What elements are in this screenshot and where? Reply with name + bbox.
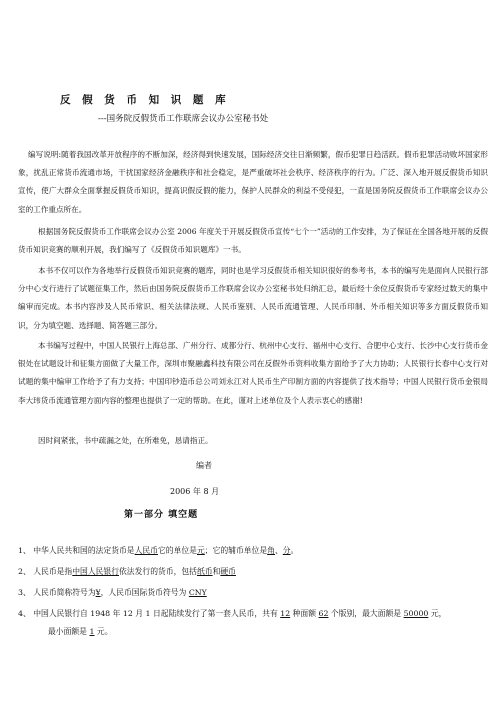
question-4-continued bbox=[48, 623, 500, 641]
answer: 中国人民银行 bbox=[72, 567, 120, 576]
question-text: 最小面额是 bbox=[48, 627, 90, 636]
question-text: 、 bbox=[274, 546, 283, 555]
question-1 bbox=[18, 542, 488, 560]
question-text: 个版别，最大面额是 bbox=[328, 609, 404, 618]
answer: 62 bbox=[318, 609, 329, 618]
question-text: 。 bbox=[290, 546, 299, 555]
answer: 1 bbox=[89, 627, 95, 636]
question-text: 1、 中华人民共和国的法定货币是 bbox=[18, 546, 135, 555]
question-text: 它的单位是 bbox=[158, 546, 197, 555]
question-text: ，人民币国际货币符号为 bbox=[100, 588, 189, 597]
answer: 纸币 bbox=[196, 567, 213, 576]
preface-paragraph-3: 本书不仅可以作为各地举行反假货币知识竞赛的题库，同时也是学习反假货币相关知识很好的参考书，本书的编写先是面向人民银行部分中心支行进行了试题征集工作，然后由国务院反假货币工作联席会议办公室秘书处归纳汇总，最后经十余位反假货币专家经过数天的集中编审而完成。本书内容涉及人民币常识、相关法律法规、人民币鉴别、人民币流通管理、人民币印制、外币相关知识等多方面反假货币知识，分为填空题、选择题、简答题三部分。 bbox=[18, 266, 488, 330]
question-text: 和 bbox=[212, 567, 221, 576]
question-text: 3、 人民币简称符号为 bbox=[18, 588, 96, 597]
date-line: 2006 年 8 月 bbox=[170, 487, 220, 496]
question-text: 种面额 bbox=[290, 609, 319, 618]
preface-paragraph-5: 因时间紧张，书中疏漏之处，在所难免，恳请指正。 bbox=[38, 436, 213, 445]
answer: 50000 bbox=[403, 609, 429, 618]
question-text: 元。 bbox=[94, 627, 113, 636]
question-text: 元， bbox=[428, 609, 447, 618]
answer: 元 bbox=[196, 546, 205, 555]
answer: 人民币 bbox=[134, 546, 158, 555]
preface-paragraph-2: 根据国务院反假货币工作联席会议办公室 2006 年度关于开展反假货币宣传“七个一”活动的工作安排，为了保证在全国各地开展的反假货币知识竞赛的顺利开展，我们编写了《反假货币知识题库》一书。 bbox=[18, 227, 488, 255]
answer: 角 bbox=[267, 546, 275, 555]
preface-paragraph-1: 编写说明:随着我国改革开放程序的不断加深，经济得到快速发展，国际经济交往日渐频繁，假币犯罪日趋活跃。假币犯罪活动败坏国家形象，扰乱正常货币流通市场，干扰国家经济金融秩序和社会稳定，是严重破坏社会秩序、经济秩序的行为。广泛、深入地开展反假货币知识宣传，使广大群众全面掌握反假货币知识，提高识假反假的能力，保护人民群众的利益不受侵犯，一直是国务院反假货币工作联席会议办公室的工作重点所在。 bbox=[18, 150, 488, 214]
question-4 bbox=[18, 605, 488, 623]
answer: CNY bbox=[188, 588, 207, 597]
signature: 编者 bbox=[196, 461, 212, 470]
answer: 12 bbox=[280, 609, 291, 618]
question-text: 4、 中国人民银行自 1948 年 12 月 1 日起陆续发行了第一套人民币，共有 bbox=[18, 609, 281, 618]
answer: 分 bbox=[282, 546, 291, 555]
section-title: 第一部分 填空题 bbox=[124, 510, 199, 520]
answer: ¥ bbox=[95, 588, 101, 597]
document-subtitle: ---国务院反假货币工作联席会议办公室秘书处 bbox=[98, 114, 269, 124]
answer: 硬币 bbox=[220, 567, 236, 576]
preface-paragraph-4: 本书编写过程中，中国人民银行上海总部、广州分行、成都分行、杭州中心支行、福州中心支行、合肥中心支行、长沙中心支行货币金银处在试题设计和征集方面做了大量工作，深圳市聚融鑫科技有限公司在反假外币资料收集方面给予了大力协助；人民银行长春中心支行对试题的集中编审工作给予了有力支持；中国印钞造币总公司刘永江对人民币生产印制方面的内容提供了技术指导；中国人民银行货币金银局李大玮货币流通管理方面内容的整理也提供了一定的帮助。在此，谨对上述单位及个人表示衷心的感谢! bbox=[18, 341, 488, 405]
question-text: 2、 人民币是指 bbox=[18, 567, 73, 576]
question-text: 依法发行的货币，包括 bbox=[119, 567, 197, 576]
document-title: 反 假 货 币 知 识 题 库 bbox=[60, 94, 230, 106]
question-2 bbox=[18, 563, 488, 581]
question-text: ；它的辅币单位是 bbox=[204, 546, 268, 555]
question-3 bbox=[18, 584, 488, 602]
